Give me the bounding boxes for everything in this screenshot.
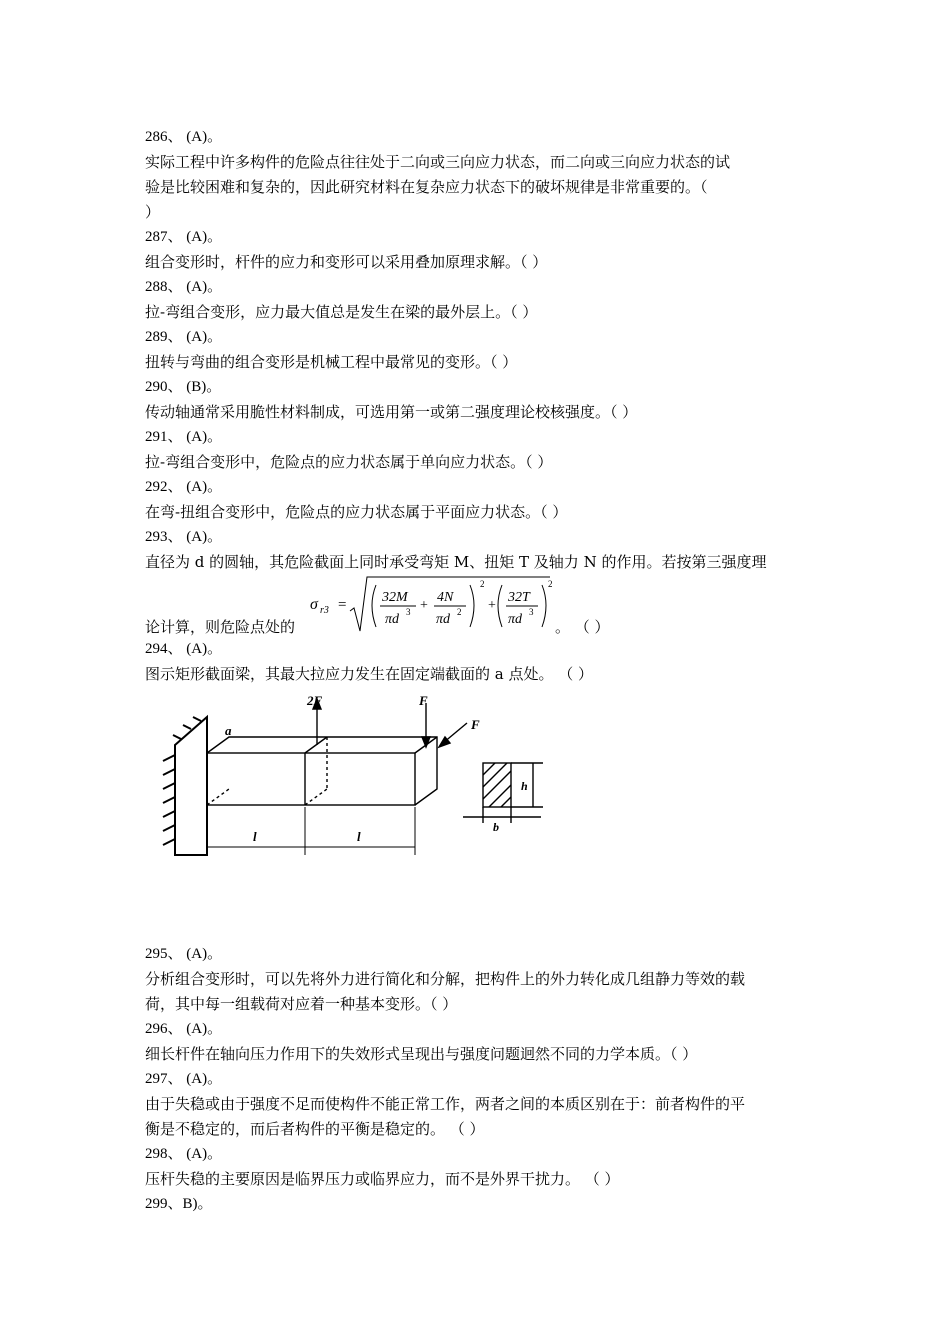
item-295-text: 荷，其中每一组载荷对应着一种基本变形。（ ） — [145, 995, 458, 1013]
item-291-number: 291、 (A)。 — [145, 429, 223, 445]
item-297-text: 衡是不稳定的，而后者构件的平衡是稳定的。 （ ） — [145, 1120, 485, 1138]
third-strength-formula — [310, 575, 555, 637]
item-292-text: 在弯-扭组合变形中，危险点的应力状态属于平面应力状态。（ ） — [145, 503, 568, 521]
item-287-number: 287、 (A)。 — [145, 229, 223, 245]
formula-lhs: σ — [310, 596, 318, 613]
fixed-wall — [163, 717, 207, 855]
paren-exponent-2: 2 — [548, 579, 553, 589]
load-arrows — [313, 699, 467, 747]
term3-numerator: 32T — [508, 590, 530, 605]
item-296-text: 细长杆件在轴向压力作用下的失效形式呈现出与强度问题迥然不同的力学本质。（ ） — [145, 1045, 698, 1063]
item-290-text: 传动轴通常采用脆性材料制成，可选用第一或第二强度理论校核强度。（ ） — [145, 403, 638, 421]
item-287-text: 组合变形时，杆件的应力和变形可以采用叠加原理求解。（ ） — [145, 253, 548, 271]
item-286-number: 286、 (A)。 — [145, 129, 223, 145]
right-paren-2 — [542, 585, 546, 627]
formula-eq: = — [338, 597, 347, 613]
cross-section — [463, 763, 543, 823]
item-296-number: 296、 (A)。 — [145, 1021, 223, 1037]
point-a-label: a — [225, 723, 232, 738]
formula-plus-2: + — [488, 598, 496, 613]
item-293-text: 直径为 d 的圆轴，其危险截面上同时承受弯矩 M、扭矩 T 及轴力 N 的作用。若按第三强度理 — [145, 553, 767, 571]
item-298-number: 298、 (A)。 — [145, 1146, 223, 1162]
formula-plus-1: + — [420, 598, 428, 613]
length-dimension — [207, 807, 415, 855]
formula-row — [145, 575, 810, 637]
formula-lhs-sub: r3 — [320, 605, 329, 616]
item-295-number: 295、 (A)。 — [145, 946, 223, 962]
load-f-top-label: F — [419, 695, 428, 708]
left-paren-2 — [498, 585, 502, 627]
term1-denominator: πd — [385, 612, 400, 627]
paren-exponent-1: 2 — [480, 579, 485, 589]
item-288-number: 288、 (A)。 — [145, 279, 223, 295]
item-289-number: 289、 (A)。 — [145, 329, 223, 345]
term2-denominator: πd — [436, 612, 451, 627]
item-294-text: 图示矩形截面梁，其最大拉应力发生在固定端截面的 a 点处。 （ ） — [145, 665, 594, 683]
length-label-1: l — [253, 829, 257, 844]
term2-den-exponent: 2 — [457, 607, 462, 617]
term3-denominator: πd — [508, 612, 523, 627]
question-list — [145, 125, 810, 1217]
item-299-number: 299、B)。 — [145, 1196, 213, 1212]
item-298-text: 压杆失稳的主要原因是临界压力或临界应力，而不是外界干扰力。 （ ） — [145, 1170, 620, 1188]
item-286-text: 验是比较困难和复杂的，因此研究材料在复杂应力状态下的破坏规律是非常重要的。（ — [145, 178, 708, 196]
term2-numerator: 4N — [437, 590, 454, 605]
item-294-number: 294、 (A)。 — [145, 641, 223, 657]
item-291-text: 拉-弯组合变形中，危险点的应力状态属于单向应力状态。（ ） — [145, 453, 553, 471]
formula-tail-text: 。 （ ） — [555, 618, 610, 636]
item-295-text: 分析组合变形时，可以先将外力进行简化和分解，把构件上的外力转化成几组静力等效的载 — [145, 970, 746, 988]
item-293-number: 293、 (A)。 — [145, 529, 223, 545]
item-289-text: 扭转与弯曲的组合变形是机械工程中最常见的变形。（ ） — [145, 353, 518, 371]
left-paren — [372, 585, 376, 627]
load-2f-label: 2F — [307, 695, 323, 708]
item-288-text: 拉-弯组合变形，应力最大值总是发生在梁的最外层上。（ ） — [145, 303, 538, 321]
item-292-number: 292、 (A)。 — [145, 479, 223, 495]
item-286-text: ） — [145, 203, 161, 221]
item-290-number: 290、 (B)。 — [145, 379, 222, 395]
load-f-side-label: F — [471, 717, 480, 732]
right-paren-1 — [470, 585, 474, 627]
formula-lead-text: 论计算，则危险点处的 — [145, 618, 296, 636]
beam-body — [207, 737, 437, 805]
item-286-text: 实际工程中许多构件的危险点往往处于二向或三向应力状态，而二向或三向应力状态的试 — [145, 153, 731, 171]
item-297-text: 由于失稳或由于强度不足而使构件不能正常工作，两者之间的本质区别在于：前者构件的平 — [145, 1095, 746, 1113]
dim-b-label: b — [493, 820, 499, 834]
beam-diagram — [157, 695, 547, 870]
term3-den-exponent: 3 — [529, 607, 534, 617]
length-label-2: l — [357, 829, 361, 844]
term1-numerator: 32M — [382, 590, 408, 605]
item-297-number: 297、 (A)。 — [145, 1071, 223, 1087]
term1-den-exponent: 3 — [406, 607, 411, 617]
dim-h-label: h — [521, 779, 528, 793]
beam-figure — [145, 687, 810, 942]
